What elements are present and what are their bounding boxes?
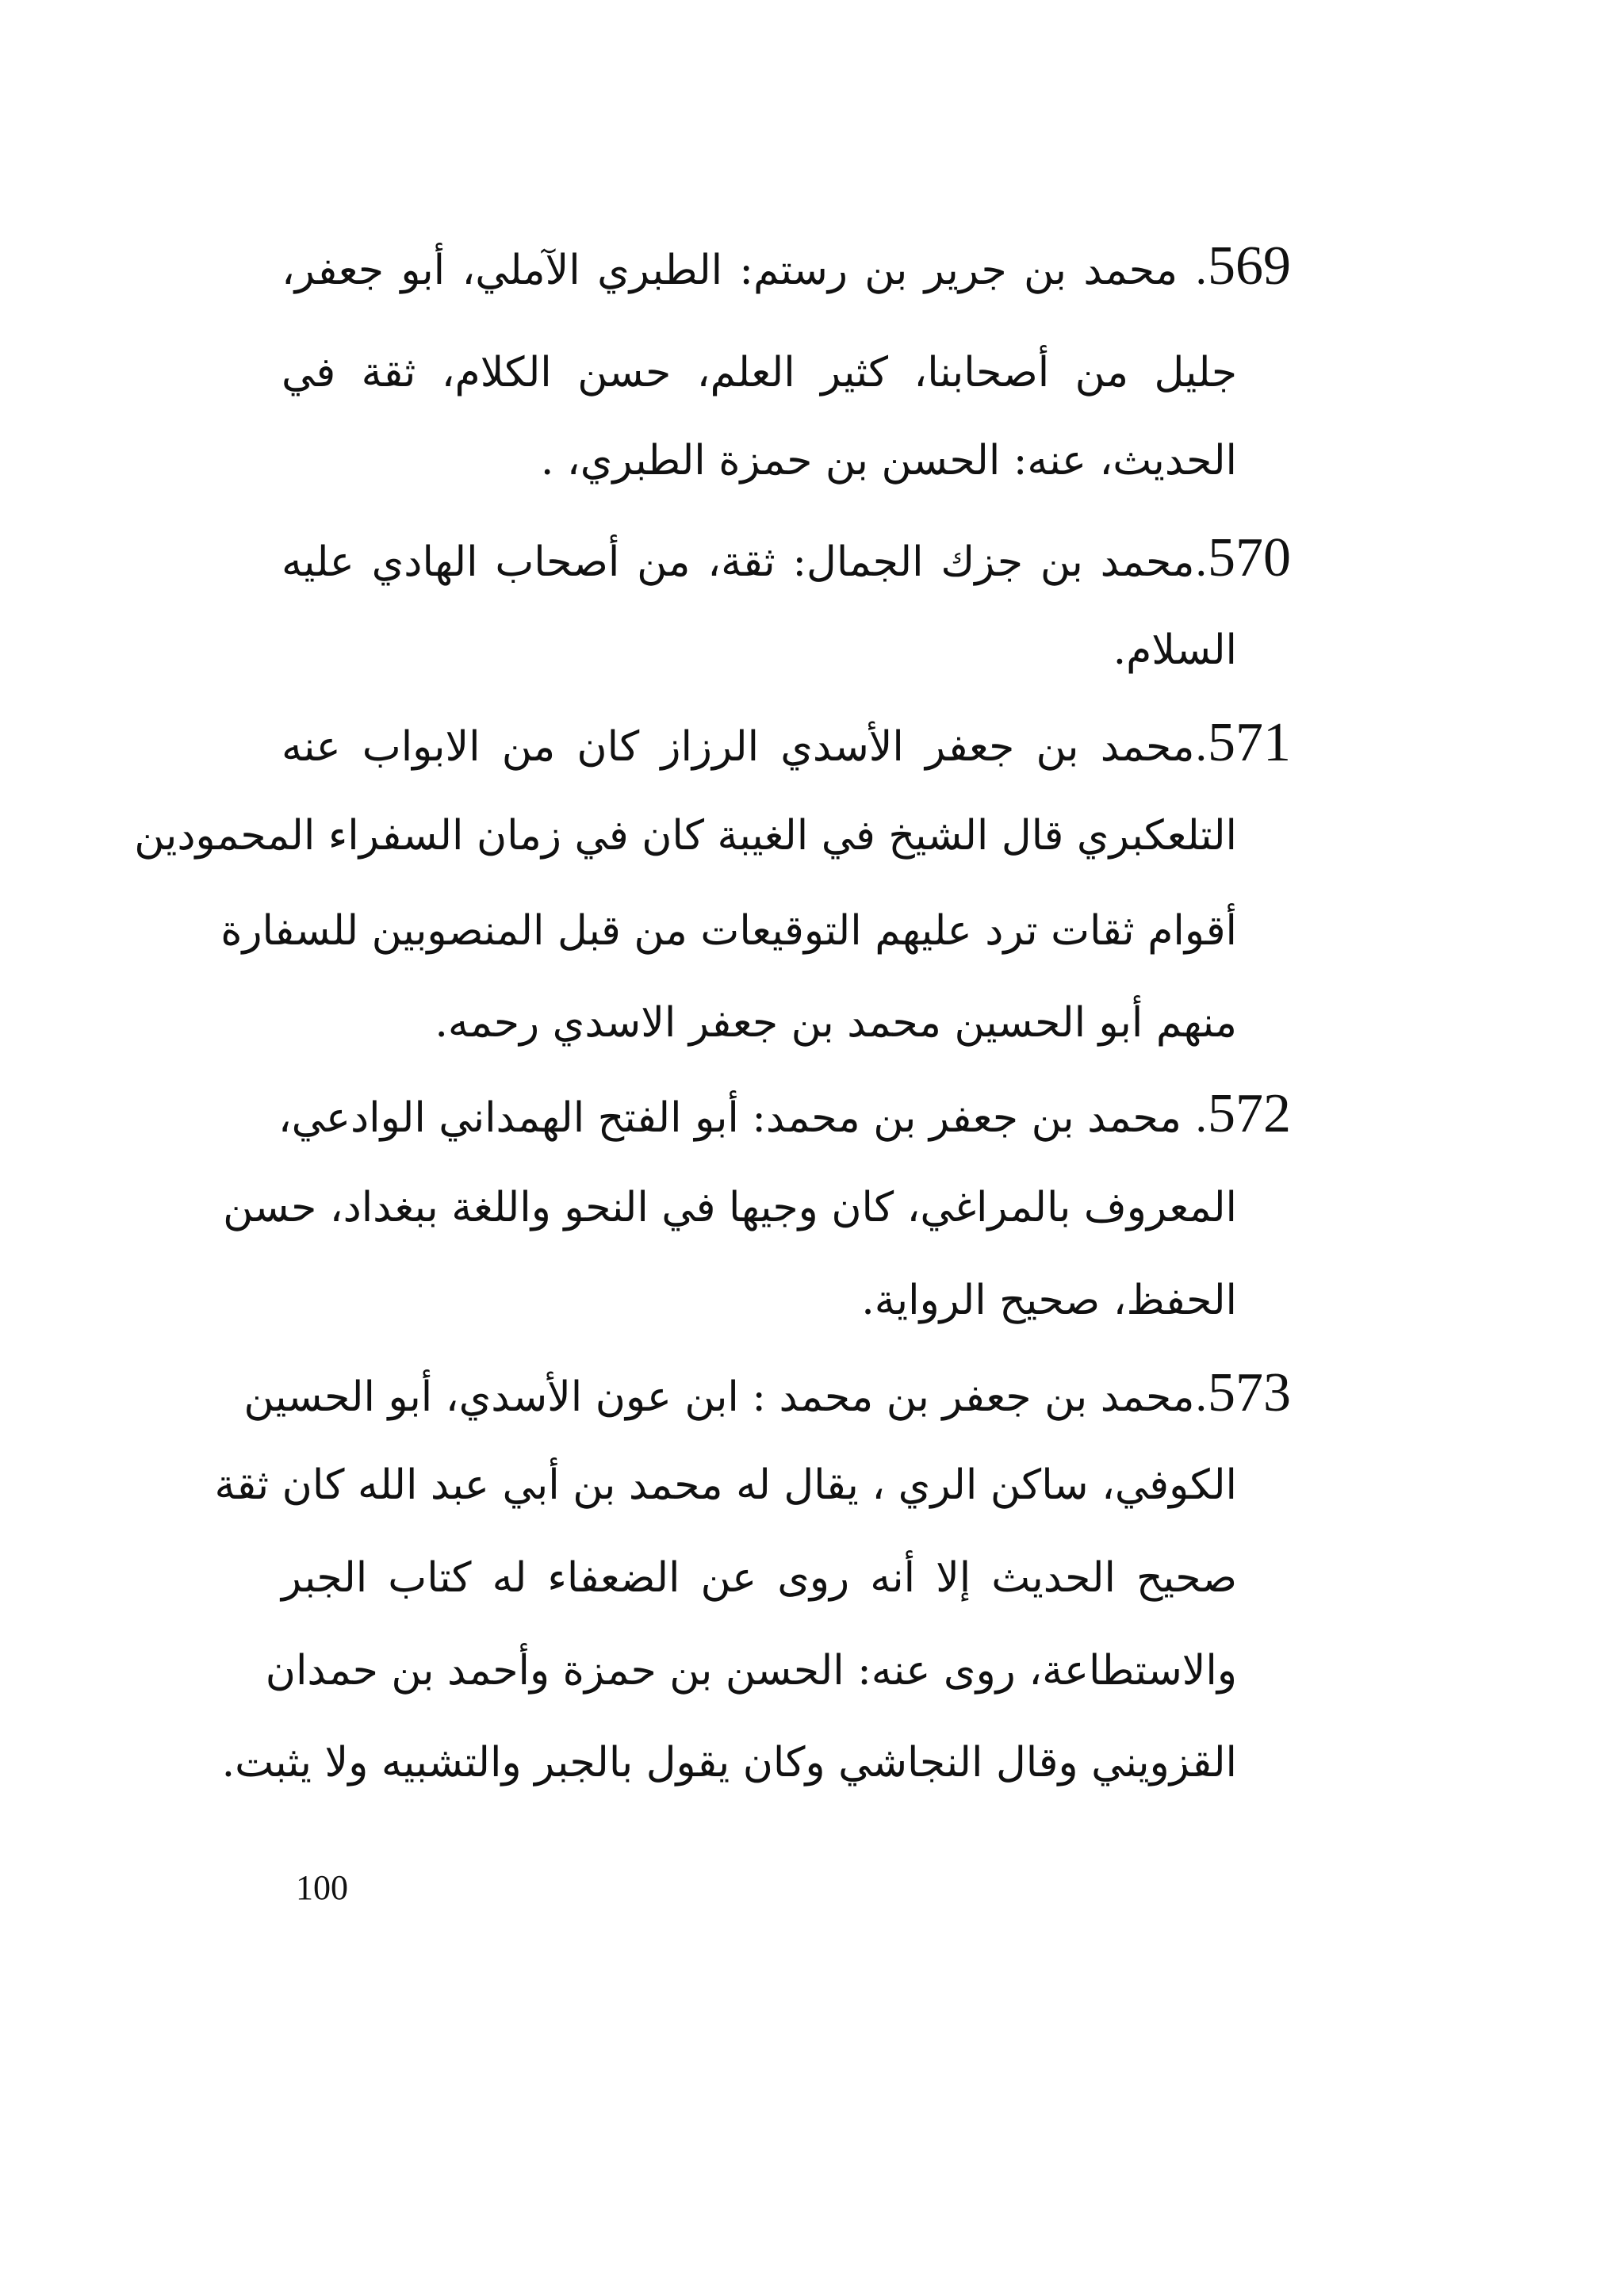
entry-573-line-1 xyxy=(243,1361,1291,1425)
entry-number: 573 xyxy=(1208,1362,1291,1423)
entry-571-line-3: أقوام ثقات ترد عليهم التوقيعات من قبل المنصوبين للسفارة xyxy=(220,907,1237,955)
entry-text: . محمد بن جرير بن رستم: الطبري الآملي، أبو جعفر، xyxy=(282,247,1208,294)
entry-572-line-2: المعروف بالمراغي، كان وجيها في النحو واللغة ببغداد، حسن xyxy=(223,1184,1237,1231)
entry-text: .محمد بن جعفر الأسدي الرزاز كان من الابواب عنه xyxy=(282,723,1208,771)
entry-572-line-3: الحفظ، صحيح الرواية. xyxy=(861,1277,1237,1324)
entry-572-line-1 xyxy=(278,1082,1291,1146)
entry-570-line-1 xyxy=(282,527,1291,590)
entry-569-line-1 xyxy=(282,235,1291,298)
entry-number: 569 xyxy=(1208,236,1291,297)
entry-571-line-2: التلعكبري قال الشيخ في الغيبة كان في زمان السفراء المحمودين xyxy=(134,812,1237,860)
entry-569-line-3: الحديث، عنه: الحسن بن حمزة الطبري، . xyxy=(540,437,1237,484)
entry-number: 571 xyxy=(1208,712,1291,773)
entry-number: 570 xyxy=(1208,527,1291,588)
entry-573-line-4: والاستطاعة، روى عنه: الحسن بن حمزة وأحمد بن حمدان xyxy=(265,1647,1237,1695)
entry-569-line-2: جليل من أصحابنا، كثير العلم، حسن الكلام، ثقة في xyxy=(282,349,1237,396)
entry-571-line-4: منهم أبو الحسين محمد بن جعفر الاسدي رحمه. xyxy=(435,999,1237,1047)
entry-text: .محمد بن جزك الجمال: ثقة، من أصحاب الهادي عليه xyxy=(282,538,1208,586)
page-number: 100 xyxy=(296,1868,348,1907)
entry-text: .محمد بن جعفر بن محمد : ابن عون الأسدي، أبو الحسين xyxy=(243,1373,1208,1421)
entry-570-line-2: السلام. xyxy=(1113,626,1237,674)
entry-573-line-5: القزويني وقال النجاشي وكان يقول بالجبر والتشبيه ولا يثبت. xyxy=(221,1739,1237,1787)
entry-number: 572 xyxy=(1208,1083,1291,1144)
entry-573-line-3: صحيح الحديث إلا أنه روى عن الضعفاء له كتاب الجبر xyxy=(282,1554,1237,1602)
entry-text: . محمد بن جعفر بن محمد: أبو الفتح الهمداني الوادعي، xyxy=(278,1094,1208,1142)
entry-571-line-1 xyxy=(282,711,1291,775)
entry-573-line-2: الكوفي، ساكن الري ، يقال له محمد بن أبي عبد الله كان ثقة xyxy=(214,1461,1237,1509)
